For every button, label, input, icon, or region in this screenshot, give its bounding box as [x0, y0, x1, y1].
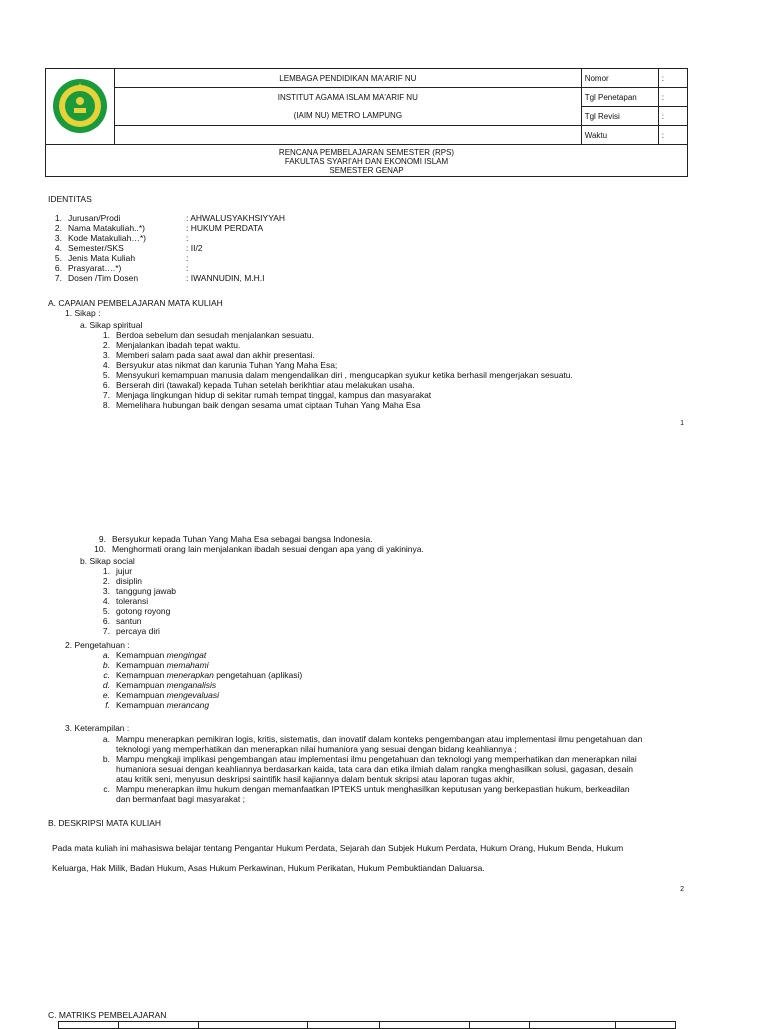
- sosial-item: [96, 616, 176, 626]
- pengetahuan-heading: 2. Pengetahuan :: [65, 640, 130, 650]
- pengetahuan-item-emphasis: menerapkan: [166, 670, 214, 680]
- keterampilan-line: atau kritik seni, menyusun deskripsi saintifik hasil kajiannya dalam bentuk skripsi atau laporan tugas akhir,: [116, 774, 515, 784]
- identitas-value: :: [186, 233, 189, 243]
- identitas-value: : IWANNUDIN, M.H.I: [186, 273, 265, 283]
- pengetahuan-item: [96, 670, 302, 680]
- sosial-item-text: jujur: [116, 566, 133, 576]
- page-number-2: 2: [680, 886, 684, 893]
- spiritual-item: [92, 544, 424, 554]
- sosial-item-number: 4.: [102, 596, 110, 606]
- pengetahuan-item: [96, 700, 302, 710]
- pengetahuan-item-number: b.: [102, 660, 110, 670]
- identitas-row: [48, 253, 285, 263]
- pengetahuan-item: [96, 680, 302, 690]
- pengetahuan-item-emphasis: merancang: [166, 700, 210, 710]
- sosial-item-number: 7.: [102, 626, 110, 636]
- spiritual-item-number: 5.: [102, 370, 110, 380]
- pengetahuan-item-text: Kemampuan: [116, 700, 167, 710]
- pengetahuan-item-text: Kemampuan: [116, 690, 167, 700]
- spiritual-item: [96, 360, 573, 370]
- sosial-item-number: 1.: [102, 566, 110, 576]
- sosial-item: [96, 586, 176, 596]
- spiritual-item: [96, 340, 573, 350]
- sosial-item-number: 6.: [102, 616, 110, 626]
- pengetahuan-item-emphasis: mengevaluasi: [166, 690, 220, 700]
- keterampilan-number: b.: [102, 754, 110, 764]
- sikap-sosial-heading: b. Sikap social: [80, 556, 135, 566]
- keterampilan-item: [96, 734, 642, 754]
- pengetahuan-item-number: a.: [102, 650, 110, 660]
- sosial-item: [96, 626, 176, 636]
- meta-label-nomor: Nomor: [581, 69, 658, 88]
- pengetahuan-item-number: f.: [105, 700, 110, 710]
- rps-faculty: FAKULTAS SYARI'AH DAN EKONOMI ISLAM: [284, 156, 449, 166]
- identitas-value: : II/2: [186, 243, 203, 253]
- spiritual-item-text: Memelihara hubungan baik dengan sesama umat ciptaan Tuhan Yang Maha Esa: [116, 400, 421, 410]
- pengetahuan-item-text: Kemampuan: [116, 650, 167, 660]
- identitas-label: Nama Matakuliah..*): [68, 223, 146, 233]
- sosial-item-number: 3.: [102, 586, 110, 596]
- rps-title-cell: [46, 145, 688, 177]
- spiritual-item: [96, 350, 573, 360]
- matrix-cell: [308, 1022, 380, 1029]
- pengetahuan-item-emphasis: memahami: [166, 660, 209, 670]
- sosial-item: [96, 606, 176, 616]
- identitas-value: : HUKUM PERDATA: [186, 223, 264, 233]
- section-a-title: A. CAPAIAN PEMBELAJARAN MATA KULIAH: [48, 298, 223, 308]
- org-line-blank: [115, 126, 582, 145]
- identitas-row: [48, 223, 285, 233]
- pengetahuan-item: [96, 650, 302, 660]
- spiritual-item-text: Berserah diri (tawakal) kepada Tuhan setelah berikhtiar atau melakukan usaha.: [116, 380, 415, 390]
- pengetahuan-item-emphasis: mengingat: [166, 650, 207, 660]
- keterampilan-text: Mampu mengkaji implikasi pengembangan atau implementasi ilmu pengetahuan dan teknologi yang memperhatikan dan menerapkan nilai: [116, 754, 637, 764]
- pengetahuan-item-suffix: pengetahuan (aplikasi): [213, 670, 303, 680]
- org-line-3: (IAIM NU) METRO LAMPUNG: [115, 107, 582, 126]
- keterampilan-number: c.: [103, 784, 110, 794]
- spiritual-item-text: Bersyukur atas nikmat dan karunia Tuhan Yang Maha Esa;: [116, 360, 338, 370]
- matrix-cell: [119, 1022, 199, 1029]
- spiritual-item-number: 6.: [102, 380, 110, 390]
- spiritual-item: [96, 330, 573, 340]
- keterampilan-item: [96, 784, 642, 804]
- identitas-value: : AHWALUSYAKHSIYYAH: [186, 213, 286, 223]
- keterampilan-heading: 3. Keterampilan :: [65, 723, 130, 733]
- sosial-item-text: disiplin: [116, 576, 142, 586]
- identitas-row: [48, 243, 285, 253]
- keterampilan-line: [96, 734, 642, 744]
- org-line-2: INSTITUT AGAMA ISLAM MA'ARIF NU: [115, 88, 582, 107]
- identitas-number: 1.: [54, 213, 62, 223]
- keterampilan-text: Mampu menerapkan ilmu hukum dengan memanfaatkan IPTEKS untuk menghasilkan keputusan yang berkepastian hukum, berkeadilan: [116, 784, 630, 794]
- meta-value-nomor: :: [658, 69, 687, 88]
- identitas-number: 3.: [54, 233, 62, 243]
- header-table: [45, 68, 688, 177]
- rps-semester: SEMESTER GENAP: [329, 165, 404, 175]
- sosial-item-text: santun: [116, 616, 142, 626]
- identitas-label: Jenis Mata Kuliah: [68, 253, 136, 263]
- keterampilan-line: dan bermanfaat bagi masyarakat ;: [116, 794, 245, 804]
- pengetahuan-list: [96, 650, 302, 710]
- pengetahuan-item-text: Kemampuan: [116, 670, 167, 680]
- identitas-title: IDENTITAS: [48, 194, 92, 204]
- rps-title: RENCANA PEMBELAJARAN SEMESTER (RPS): [278, 147, 455, 157]
- matrix-table-top: [58, 1021, 676, 1029]
- spiritual-item: [96, 370, 573, 380]
- pengetahuan-item-number: e.: [102, 690, 110, 700]
- identitas-list: [48, 213, 285, 283]
- section-c-title: C. MATRIKS PEMBELAJARAN: [48, 1010, 167, 1020]
- spiritual-item-number: 2.: [102, 340, 110, 350]
- spiritual-item: [96, 400, 573, 410]
- keterampilan-text: Mampu menerapkan pemikiran logis, kritis, sistematis, dan inovatif dalam konteks pengembangan atau implementasi ilmu pengetahuan dan: [116, 734, 643, 744]
- identitas-value: :: [186, 253, 189, 263]
- identitas-row: [48, 273, 285, 283]
- meta-label-tgl-penetapan: Tgl Penetapan: [581, 88, 658, 107]
- sosial-item: [96, 596, 176, 606]
- keterampilan-line: humaniora sesuai dengan keahliannya berdasarkan kaida, tata cara dan etika ilmiah dalam rangka menghasilkan solusi, gagasan, desain: [116, 764, 633, 774]
- description-line-2: Keluarga, Hak Milik, Badan Hukum, Asas Hukum Perkawinan, Hukum Perikatan, Hukum Pembuktiandan Daluarsa.: [52, 863, 485, 873]
- pengetahuan-item-emphasis: menganalisis: [166, 680, 217, 690]
- spiritual-item-text: Bersyukur kepada Tuhan Yang Maha Esa sebagai bangsa Indonesia.: [112, 534, 373, 544]
- spiritual-item-number: 3.: [102, 350, 110, 360]
- identitas-label: Jurusan/Prodi: [68, 213, 121, 223]
- spiritual-item: [92, 534, 424, 544]
- identitas-number: 2.: [54, 223, 62, 233]
- identitas-number: 4.: [54, 243, 62, 253]
- pengetahuan-item-number: d.: [102, 680, 110, 690]
- identitas-number: 6.: [54, 263, 62, 273]
- sosial-item-number: 2.: [102, 576, 110, 586]
- keterampilan-line: [96, 754, 642, 764]
- spiritual-item-text: Mensyukuri kemampuan manusia dalam mengendalikan diri , mengucapkan syukur ketika berhasil mengerjakan sesuatu.: [116, 370, 573, 380]
- spiritual-item-number: 7.: [102, 390, 110, 400]
- logo-cell: [46, 69, 115, 145]
- spiritual-item-number: 9.: [98, 534, 106, 544]
- sosial-list: [96, 566, 176, 636]
- sosial-item-number: 5.: [102, 606, 110, 616]
- matrix-cell: [615, 1022, 675, 1029]
- identitas-number: 5.: [54, 253, 62, 263]
- spiritual-item-number: 1.: [102, 330, 110, 340]
- sosial-item: [96, 566, 176, 576]
- spiritual-item-text: Menjaga lingkungan hidup di sekitar rumah tempat tinggal, kampus dan masyarakat: [116, 390, 432, 400]
- matrix-cell: [530, 1022, 616, 1029]
- sosial-item-text: gotong royong: [116, 606, 171, 616]
- identitas-label: Dosen /Tim Dosen: [68, 273, 139, 283]
- identitas-value: :: [186, 263, 189, 273]
- sosial-item-text: toleransi: [116, 596, 149, 606]
- identitas-row: [48, 233, 285, 243]
- pengetahuan-item-text: Kemampuan: [116, 680, 167, 690]
- description-line-1: Pada mata kuliah ini mahasiswa belajar tentang Pengantar Hukum Perdata, Sejarah dan Subjek Hukum Perdata, Hukum Orang, Hukum Benda, Hukum: [52, 843, 624, 853]
- pengetahuan-item: [96, 660, 302, 670]
- keterampilan-number: a.: [102, 734, 110, 744]
- identitas-row: [48, 263, 285, 273]
- meta-value-tgl-revisi: :: [658, 107, 687, 126]
- meta-value-tgl-penetapan: :: [658, 88, 687, 107]
- org-line-1: LEMBAGA PENDIDIKAN MA'ARIF NU: [115, 69, 582, 88]
- identitas-label: Prasyarat….*): [68, 263, 122, 273]
- spiritual-item-text: Menjalankan ibadah tepat waktu.: [116, 340, 241, 350]
- pengetahuan-item-number: c.: [103, 670, 110, 680]
- identitas-label: Semester/SKS: [68, 243, 124, 253]
- meta-label-tgl-revisi: Tgl Revisi: [581, 107, 658, 126]
- sosial-item: [96, 576, 176, 586]
- identitas-number: 7.: [54, 273, 62, 283]
- spiritual-item-text: Menghormati orang lain menjalankan ibadah sesuai dengan apa yang di yakininya.: [112, 544, 424, 554]
- description-paragraph: [52, 838, 623, 878]
- identitas-label: Kode Matakuliah…*): [68, 233, 146, 243]
- spiritual-item: [96, 380, 573, 390]
- spiritual-item-number: 8.: [102, 400, 110, 410]
- spiritual-list: [96, 330, 573, 410]
- keterampilan-list: [96, 734, 642, 804]
- spiritual-item-text: Berdoa sebelum dan sesudah menjalankan sesuatu.: [116, 330, 314, 340]
- meta-value-waktu: :: [658, 126, 687, 145]
- pengetahuan-item-text: Kemampuan: [116, 660, 167, 670]
- institution-logo-icon: [51, 77, 109, 135]
- sosial-item-text: tanggung jawab: [116, 586, 177, 596]
- keterampilan-line: [96, 784, 642, 794]
- matrix-cell: [380, 1022, 470, 1029]
- matrix-cell: [469, 1022, 529, 1029]
- spiritual-item-number: 4.: [102, 360, 110, 370]
- section-b-title: B. DESKRIPSI MATA KULIAH: [48, 818, 162, 828]
- matrix-cell: [198, 1022, 307, 1029]
- identitas-row: [48, 213, 285, 223]
- pengetahuan-item: [96, 690, 302, 700]
- matrix-cell: [59, 1022, 119, 1029]
- keterampilan-line: teknologi yang memperhatikan dan menerapkan nilai humaniora yang sesuai dengan bidang keahliannya ;: [116, 744, 517, 754]
- meta-label-waktu: Waktu: [581, 126, 658, 145]
- spiritual-list-2: [92, 534, 424, 554]
- spiritual-item: [96, 390, 573, 400]
- spiritual-item-text: Memberi salam pada saat awal dan akhir presentasi.: [116, 350, 315, 360]
- sikap-spiritual-heading: a. Sikap spiritual: [80, 320, 143, 330]
- page-number-1: 1: [680, 420, 684, 427]
- sikap-heading: 1. Sikap :: [65, 308, 101, 318]
- spiritual-item-number: 10.: [94, 544, 106, 554]
- sosial-item-text: percaya diri: [116, 626, 160, 636]
- keterampilan-item: [96, 754, 642, 784]
